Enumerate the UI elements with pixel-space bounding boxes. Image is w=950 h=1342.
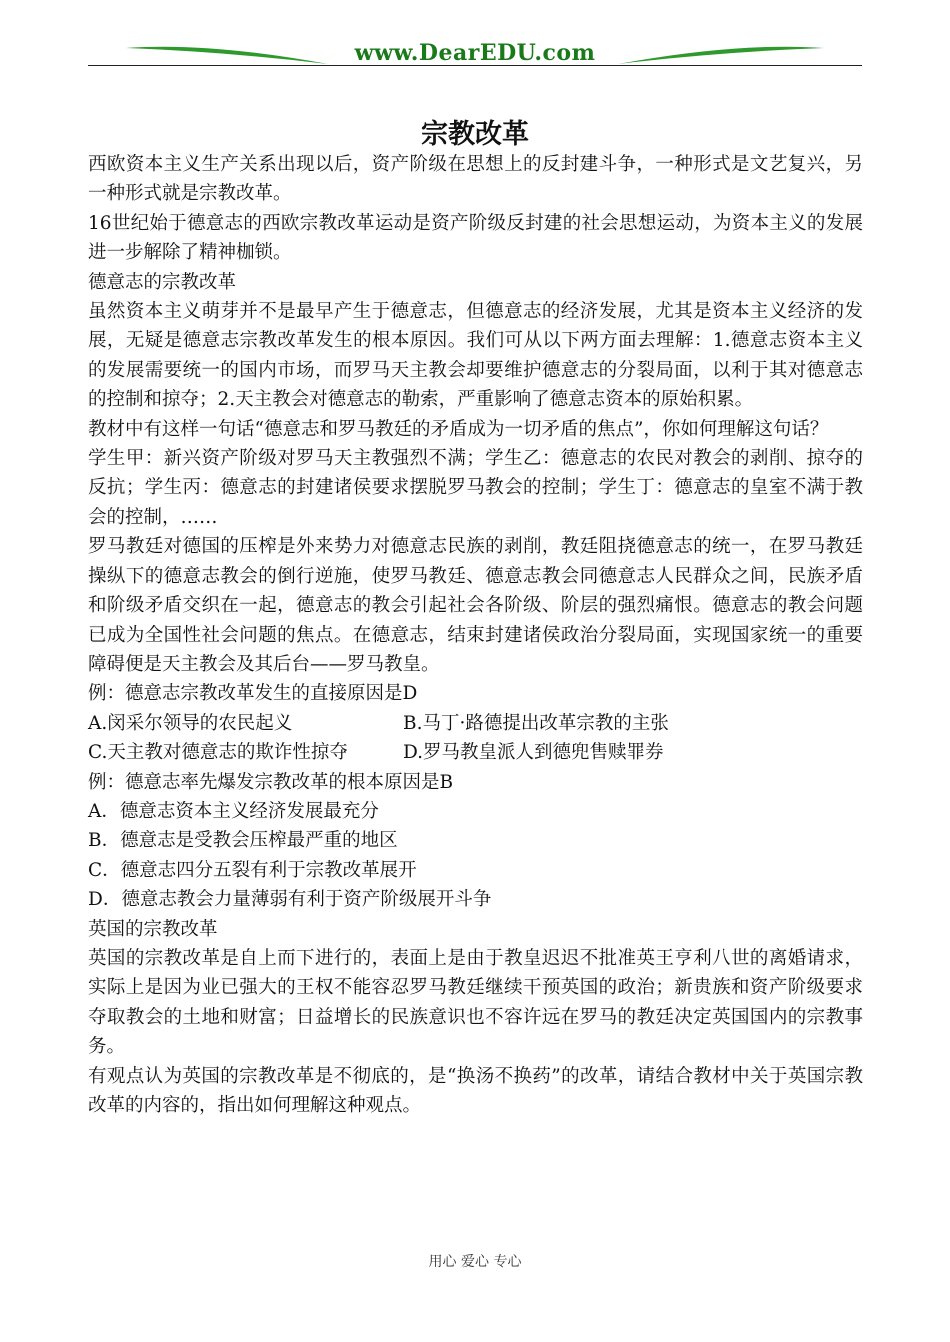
paragraph: 英国的宗教改革是自上而下进行的，表面上是由于教皇迟迟不批准英王亨利八世的离婚请求，实际上是因为业已强大的王权不能容忍罗马教廷继续干预英国的政治；新贵族和资产阶级要求夺取教会的土地和财富；日益增长的民族意识也不容许远在罗马的教廷决定英国国内的宗教事务。 <box>88 947 863 1058</box>
paragraph: 罗马教廷对德国的压榨是外来势力对德意志民族的剥削，教廷阻挠德意志的统一，在罗马教廷操纵下的德意志教会的倒行逆施，使罗马教廷、德意志教会同德意志人民群众之间，民族矛盾和阶级矛盾交织在一起，德意志的教会引起社会各阶级、阶层的强烈痛恨。德意志的教会问题已成为全国性社会问题的焦点。在德意志，结束封建诸侯政治分裂局面，实现国家统一的重要障碍便是天主教会及其后台——罗马教皇。 <box>88 536 863 675</box>
option-c: C.天主教对德意志的欺诈性掠夺 <box>88 742 348 764</box>
paragraph: 有观点认为英国的宗教改革是不彻底的，是“换汤不换药”的改革，请结合教材中关于英国宗教改革的内容的，指出如何理解这种观点。 <box>88 1065 863 1116</box>
document-body <box>88 150 863 1120</box>
paragraph: 16世纪始于德意志的西欧宗教改革运动是资产阶级反封建的社会思想运动，为资本主义的发展进一步解除了精神枷锁。 <box>88 212 863 264</box>
option-row <box>88 709 863 738</box>
document-title: 宗教改革 <box>421 119 529 150</box>
paragraph: 虽然资本主义萌芽并不是最早产生于德意志，但德意志的经济发展，尤其是资本主义经济的发展，无疑是德意志宗教改革发生的根本原因。我们可从以下两方面去理解：1.德意志资本主义的发展需要统一的国内市场，而罗马天主教会却要维护德意志的分裂局面，以利于其对德意志的控制和掠夺；2.天主教会对德意志的勒索，严重影响了德意志资本的原始积累。 <box>88 301 863 411</box>
paragraph: 西欧资本主义生产关系出现以后，资产阶级在思想上的反封建斗争，一种形式是文艺复兴，另一种形式就是宗教改革。 <box>88 154 863 205</box>
page-footer: 用心 爱心 专心 <box>428 1254 522 1270</box>
page-header <box>88 34 862 70</box>
option-b: B．德意志是受教会压榨最严重的地区 <box>88 830 398 852</box>
option-a: A．德意志资本主义经济发展最充分 <box>88 800 379 822</box>
option-a: A.闵采尔领导的农民起义 <box>88 712 293 734</box>
option-d: D．德意志教会力量薄弱有利于资产阶级展开斗争 <box>88 889 492 911</box>
section-heading: 德意志的宗教改革 <box>88 271 237 293</box>
paragraph: 学生甲：新兴资产阶级对罗马天主教强烈不满；学生乙：德意志的农民对教会的剥削、掠夺的反抗；学生丙：德意志的封建诸侯要求摆脱罗马教会的控制；学生丁：德意志的皇室不满于教会的控制，…… <box>88 448 863 528</box>
option-d: D.罗马教皇派人到德兜售赎罪券 <box>403 742 664 764</box>
option-c: C．德意志四分五裂有利于宗教改革展开 <box>88 859 417 881</box>
site-logo[interactable]: www.DearEDU.com <box>354 40 596 66</box>
example-question: 例：德意志率先爆发宗教改革的根本原因是B <box>88 771 454 793</box>
section-heading: 英国的宗教改革 <box>88 918 218 940</box>
option-b: B.马丁·路德提出改革宗教的主张 <box>403 712 669 734</box>
example-question: 例：德意志宗教改革发生的直接原因是D <box>88 683 418 705</box>
option-row <box>88 738 863 767</box>
paragraph: 教材中有这样一句话“德意志和罗马教廷的矛盾成为一切矛盾的焦点”，你如何理解这句话？ <box>88 418 829 440</box>
